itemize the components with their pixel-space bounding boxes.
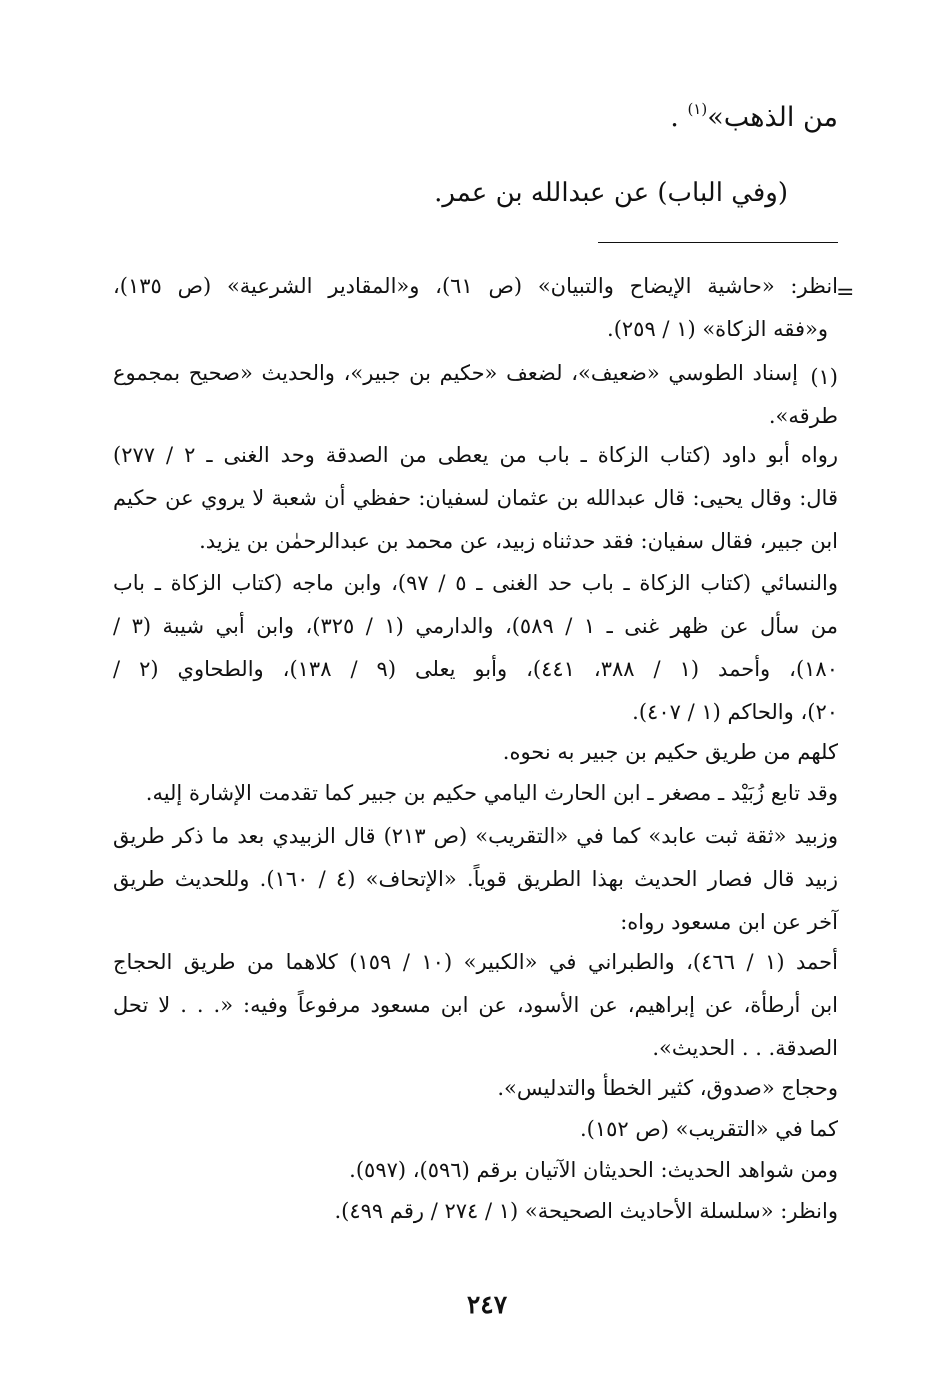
footnote-line: والنسائي (كتاب الزكاة ـ باب حد الغنى ـ ٥ / ٩٧)، وابن ماجه (كتاب الزكاة ـ باب [113,571,838,595]
main-text-words: من الذهب» [707,102,838,133]
footnote-line: ابن أرطأة، عن إبراهيم، عن الأسود، عن ابن مسعود مرفوعاً وفيه: «. . . لا تحل [113,993,838,1017]
footnote-line: قال: وقال يحيى: قال عبدالله بن عثمان لسفيان: حفظي أن شعبة لا يروي عن حكيم [113,486,838,510]
main-text-end: . [670,102,688,133]
chapter-note: (وفي الباب) عن عبدالله بن عمر. [434,178,788,208]
footnote-line: وانظر: «سلسلة الأحاديث الصحيحة» (١ / ٢٧٤ / رقم ٤٩٩). [334,1199,838,1223]
footnote-line: كلهم من طريق حكيم بن جبير به نحوه. [502,740,838,764]
footnote-marker: (١) [810,365,838,389]
footnote-line: ابن جبير، فقال سفيان: فقد حدثناه زبيد، عن محمد بن عبدالرحمٰن بن يزيد. [199,529,838,553]
footnote-line: آخر عن ابن مسعود رواه: [620,910,838,934]
footnote-line: رواه أبو داود (كتاب الزكاة ـ باب من يعطى من الصدقة وحد الغنى ـ ٢ / ٢٧٧) [113,443,838,467]
footnote-line: ١٨٠)، وأحمد (١ / ٣٨٨، ٤٤١)، وأبو يعلى (٩ / ١٣٨)، والطحاوي (٢ / [113,657,838,681]
footnote-line: وقد تابع زُبَيْد ـ مصغر ـ ابن الحارث اليامي حكيم بن جبير كما تقدمت الإشارة إليه. [145,781,838,805]
footnote-line: من سأل عن ظهر غنى ـ ١ / ٥٨٩)، والدارمي (١ / ٣٢٥)، وابن أبي شيبة (٣ / [113,614,838,638]
page-number: ٢٤٧ [466,1290,508,1319]
footnote-line: ٢٠)، والحاكم (١ / ٤٠٧). [632,700,838,724]
footnote-line: وحجاج «صدوق، كثير الخطأ والتدليس». [497,1076,838,1100]
footnote-line: وزبيد «ثقة ثبت عابد» كما في «التقريب» (ص ٢١٣) قال الزبيدي بعد ما ذكر طريق [113,824,838,848]
continuation-marker: = [836,280,855,305]
footnote-line: طرقه». [768,404,838,428]
footnote-line: زبيد قال فصار الحديث بهذا الطريق قوياً. «الإتحاف» (٤ / ١٦٠). وللحديث طريق [113,867,838,891]
footnote-line: الصدقة. . . الحديث». [652,1036,838,1060]
footnote-separator [598,242,838,243]
footnote-line: انظر: «حاشية الإيضاح والتبيان» (ص ٦١)، و«المقادير الشرعية» (ص ١٣٥)، [113,274,838,298]
footnote-line: و«فقه الزكاة» (١ / ٢٥٩). [607,317,828,341]
main-text-line [670,100,838,133]
footnote-line: أحمد (١ / ٤٦٦)، والطبراني في «الكبير» (١٠ / ١٥٩) كلاهما من طريق الحجاج [113,950,838,974]
footnote-reference: (١) [687,100,708,118]
footnote-line: ومن شواهد الحديث: الحديثان الآتيان برقم (٥٩٦)، (٥٩٧). [349,1158,838,1182]
footnote-line: كما في «التقريب» (ص ١٥٢). [579,1117,838,1141]
footnote-line: إسناد الطوسي «ضعيف»، لضعف «حكيم بن جبير»، والحديث «صحيح بمجموع [113,361,798,385]
